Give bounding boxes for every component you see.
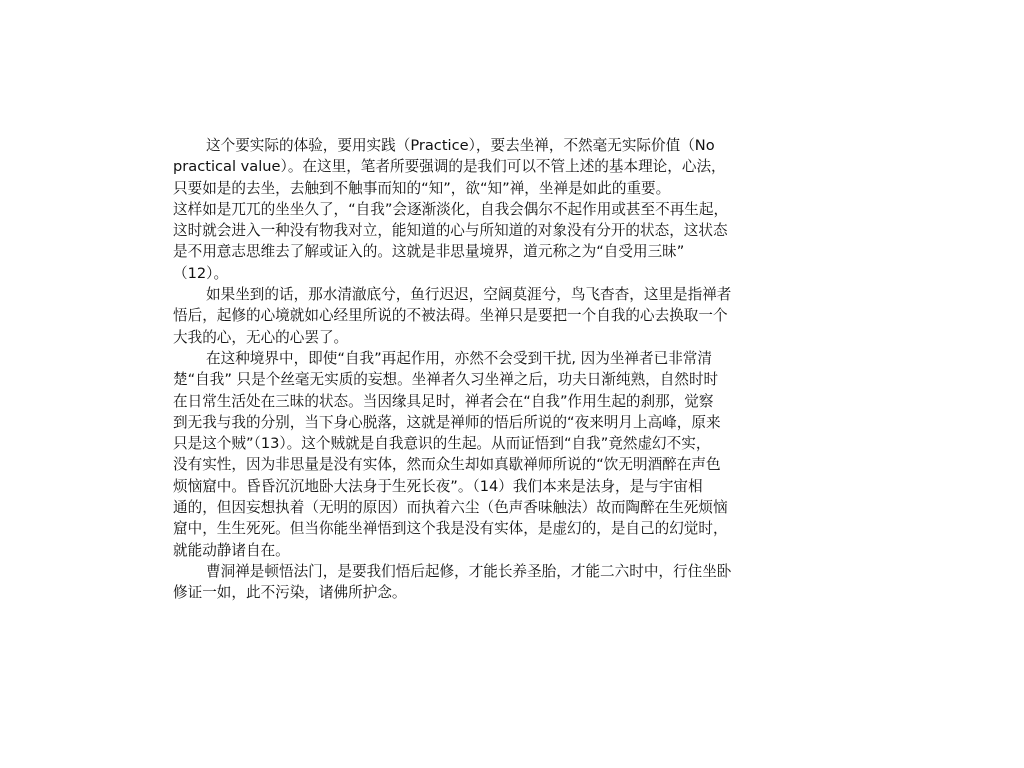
paragraph-line: 是不用意志思维去了解或证入的。这就是非思量境界，道元称之为“自受用三昧” (173, 243, 685, 261)
paragraph-line: 这样如是兀兀的坐坐久了，“自我”会逐渐淡化，自我会偶尔不起作用或甚至不再生起， (173, 200, 729, 218)
paragraph-line: 曹洞禅是顿悟法门，是要我们悟后起修，才能长养圣胎，才能二六时中，行住坐卧 (206, 562, 732, 580)
paragraph-line: 大我的心，无心的心罢了。 (173, 328, 349, 346)
paragraph-line: 修证一如，此不污染，诸佛所护念。 (173, 584, 407, 602)
paragraph-line: 窟中，生生死死。但当你能坐禅悟到这个我是没有实体，是虚幻的，是自己的幻觉时， (173, 520, 728, 538)
paragraph-line: 只是这个贼”（13）。这个贼就是自我意识的生起。从而证悟到“自我”竟然虚幻不实， (173, 435, 711, 453)
paragraph-line: 如果坐到的话，那水清澈底兮，鱼行迟迟，空阔莫涯兮，鸟飞杳杳，这里是指禅者 (206, 286, 732, 304)
paragraph-line: 就能动静诸自在。 (173, 541, 290, 559)
paragraph-line: 在这种境界中，即使“自我”再起作用，亦然不会受到干扰, 因为坐禅者已非常清 (206, 349, 712, 367)
paragraph-line: （12）。 (173, 264, 229, 282)
paragraph-line: 这时就会进入一种没有物我对立，能知道的心与所知道的对象没有分开的状态，这状态 (173, 222, 728, 240)
paragraph-line: 楚“自我” 只是个丝毫无实质的妄想。坐禅者久习坐禅之后，功夫日渐纯熟，自然时时 (173, 371, 719, 389)
paragraph-line: 到无我与我的分别，当下身心脱落，这就是禅师的悟后所说的“夜来明月上高峰，原来 (173, 413, 721, 431)
paragraph-line: 通的，但因妄想执着（无明的原因）而执着六尘（色声香味触法）故而陶醉在生死烦恼 (173, 499, 728, 517)
paragraph-line: 在日常生活处在三昧的状态。当因缘具足时，禅者会在“自我”作用生起的刹那，觉察 (173, 392, 714, 410)
paragraph-line: 悟后，起修的心境就如心经里所说的不被法碍。坐禅只是要把一个自我的心去换取一个 (173, 307, 728, 325)
paragraph-line: 没有实性，因为非思量是没有实体，然而众生却如真歇禅师所说的“饮无明酒醉在声色 (173, 456, 721, 474)
body-text (173, 135, 873, 604)
paragraph-line: practical value）。在这里，笔者所要强调的是我们可以不管上述的基本理论，心法， (173, 158, 726, 176)
paragraph-line: 这个要实际的体验，要用实践（Practice），要去坐禅，不然毫无实际价值（No (206, 137, 715, 154)
paragraph-line: 只要如是的去坐，去触到不触事而知的“知”，欲“知”禅，坐禅是如此的重要。 (173, 179, 671, 197)
paragraph-line: 烦恼窟中。昏昏沉沉地卧大法身于生死长夜”。（14）我们本来是法身，是与宇宙相 (173, 477, 703, 495)
